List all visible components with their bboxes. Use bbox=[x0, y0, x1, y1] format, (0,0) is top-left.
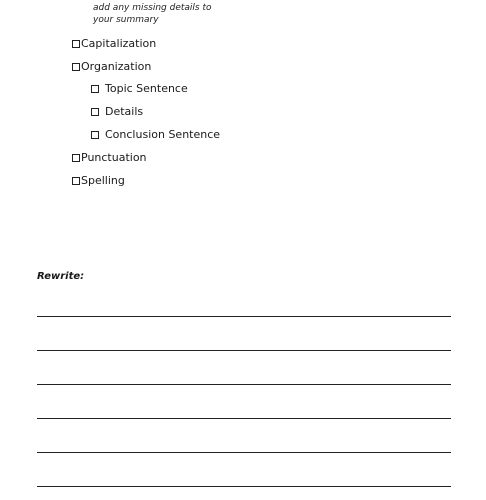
checkbox[interactable] bbox=[91, 131, 99, 139]
checklist-label: Topic Sentence bbox=[105, 82, 188, 95]
writing-line-1[interactable] bbox=[37, 316, 451, 317]
note-line-1: add any missing details to bbox=[93, 3, 212, 13]
writing-line-6[interactable] bbox=[37, 486, 451, 487]
checklist-item-capitalization[interactable] bbox=[72, 37, 156, 51]
writing-line-2[interactable] bbox=[37, 350, 451, 351]
checklist-item-organization[interactable] bbox=[72, 60, 151, 74]
checklist-label: Punctuation bbox=[81, 151, 147, 164]
writing-line-3[interactable] bbox=[37, 384, 451, 385]
checkbox[interactable] bbox=[72, 154, 80, 162]
note-line-2: your summary bbox=[93, 15, 159, 25]
checkbox[interactable] bbox=[72, 177, 80, 185]
checklist-item-details[interactable] bbox=[91, 105, 143, 119]
checklist-label: Capitalization bbox=[81, 37, 157, 50]
summary-note bbox=[93, 2, 212, 26]
checkbox[interactable] bbox=[72, 40, 80, 48]
writing-line-5[interactable] bbox=[37, 452, 451, 453]
checklist-label: Spelling bbox=[81, 174, 125, 187]
checklist-label: Details bbox=[105, 105, 144, 118]
rewrite-label: Rewrite: bbox=[37, 271, 85, 282]
checklist-item-topic-sentence[interactable] bbox=[91, 82, 188, 96]
checklist-item-punctuation[interactable] bbox=[72, 151, 147, 165]
checklist-label: Organization bbox=[81, 60, 152, 73]
checkbox[interactable] bbox=[91, 85, 99, 93]
checklist-item-spelling[interactable] bbox=[72, 174, 125, 188]
checklist-item-conclusion-sentence[interactable] bbox=[91, 128, 220, 142]
checklist-label: Conclusion Sentence bbox=[105, 128, 221, 141]
checkbox[interactable] bbox=[72, 63, 80, 71]
writing-line-4[interactable] bbox=[37, 418, 451, 419]
checkbox[interactable] bbox=[91, 108, 99, 116]
